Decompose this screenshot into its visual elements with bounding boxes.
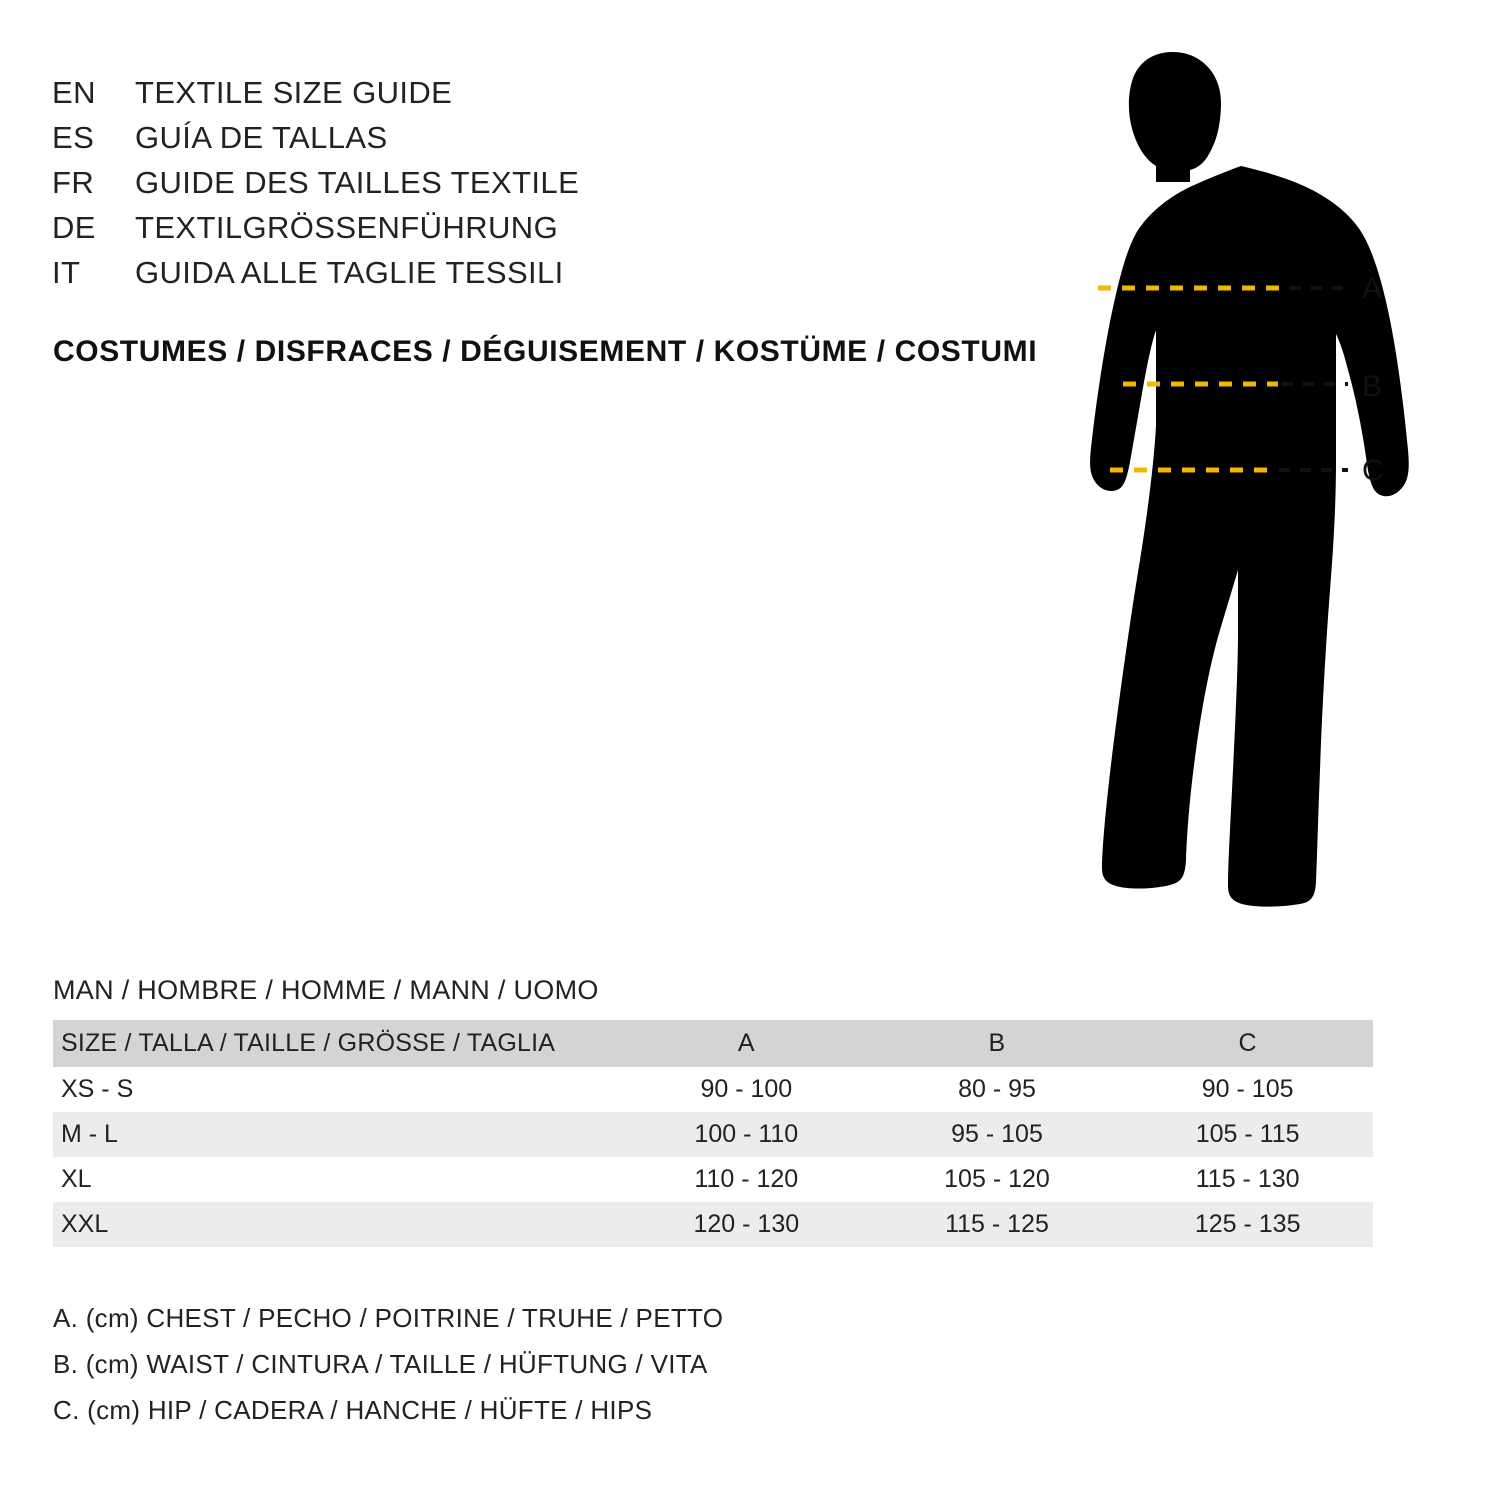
language-code-es: ES bbox=[52, 120, 95, 155]
cell-a: 110 - 120 bbox=[621, 1157, 872, 1202]
language-text-de: TEXTILGRÖSSENFÜHRUNG bbox=[135, 210, 559, 245]
table-row bbox=[53, 1112, 1373, 1157]
cell-a: 90 - 100 bbox=[621, 1067, 872, 1112]
language-text-en: TEXTILE SIZE GUIDE bbox=[135, 75, 453, 110]
cell-a: 100 - 110 bbox=[621, 1112, 872, 1157]
language-code-de: DE bbox=[52, 210, 96, 245]
costumes-subtitle: COSTUMES / DISFRACES / DÉGUISEMENT / KOSTÜME / COSTUMI bbox=[53, 335, 1038, 368]
table-header-b: B bbox=[872, 1020, 1123, 1067]
language-code-fr: FR bbox=[52, 165, 95, 200]
legend-row-a: A. (cm) CHEST / PECHO / POITRINE / TRUHE / PETTO bbox=[53, 1303, 724, 1333]
legend-block bbox=[53, 1295, 953, 1433]
table-header-size: SIZE / TALLA / TAILLE / GRÖSSE / TAGLIA bbox=[53, 1020, 621, 1067]
legend-row-c: C. (cm) HIP / CADERA / HANCHE / HÜFTE / HIPS bbox=[53, 1395, 653, 1425]
language-row-es bbox=[52, 115, 752, 160]
language-text-es: GUÍA DE TALLAS bbox=[135, 120, 388, 155]
table-row bbox=[53, 1202, 1373, 1247]
size-table-section bbox=[53, 975, 1373, 1247]
table-header-c: C bbox=[1122, 1020, 1373, 1067]
table-row bbox=[53, 1157, 1373, 1202]
language-row-it bbox=[52, 250, 752, 295]
language-code-en: EN bbox=[52, 75, 96, 110]
marker-label-c: C bbox=[1362, 454, 1384, 487]
language-text-fr: GUIDE DES TAILLES TEXTILE bbox=[135, 165, 580, 200]
marker-label-a: A bbox=[1362, 272, 1383, 305]
cell-size: XL bbox=[53, 1157, 621, 1202]
cell-c: 115 - 130 bbox=[1122, 1157, 1373, 1202]
table-row bbox=[53, 1067, 1373, 1112]
cell-b: 105 - 120 bbox=[872, 1157, 1123, 1202]
cell-size: XS - S bbox=[53, 1067, 621, 1112]
language-list bbox=[52, 70, 752, 295]
language-row-de bbox=[52, 205, 752, 250]
cell-c: 125 - 135 bbox=[1122, 1202, 1373, 1247]
size-table bbox=[53, 1020, 1373, 1247]
measurement-lines bbox=[990, 30, 1460, 930]
cell-c: 105 - 115 bbox=[1122, 1112, 1373, 1157]
language-text-it: GUIDA ALLE TAGLIE TESSILI bbox=[135, 255, 564, 290]
cell-b: 115 - 125 bbox=[872, 1202, 1123, 1247]
cell-b: 80 - 95 bbox=[872, 1067, 1123, 1112]
cell-b: 95 - 105 bbox=[872, 1112, 1123, 1157]
cell-a: 120 - 130 bbox=[621, 1202, 872, 1247]
language-row-fr bbox=[52, 160, 752, 205]
language-code-it: IT bbox=[52, 255, 81, 290]
marker-label-b: B bbox=[1362, 370, 1383, 403]
cell-size: XXL bbox=[53, 1202, 621, 1247]
body-figure bbox=[990, 30, 1460, 930]
cell-c: 90 - 105 bbox=[1122, 1067, 1373, 1112]
table-header-a: A bbox=[621, 1020, 872, 1067]
table-caption: MAN / HOMBRE / HOMME / MANN / UOMO bbox=[53, 975, 599, 1005]
cell-size: M - L bbox=[53, 1112, 621, 1157]
language-row-en bbox=[52, 70, 752, 115]
legend-row-b: B. (cm) WAIST / CINTURA / TAILLE / HÜFTUNG / VITA bbox=[53, 1349, 708, 1379]
table-header-row bbox=[53, 1020, 1373, 1067]
